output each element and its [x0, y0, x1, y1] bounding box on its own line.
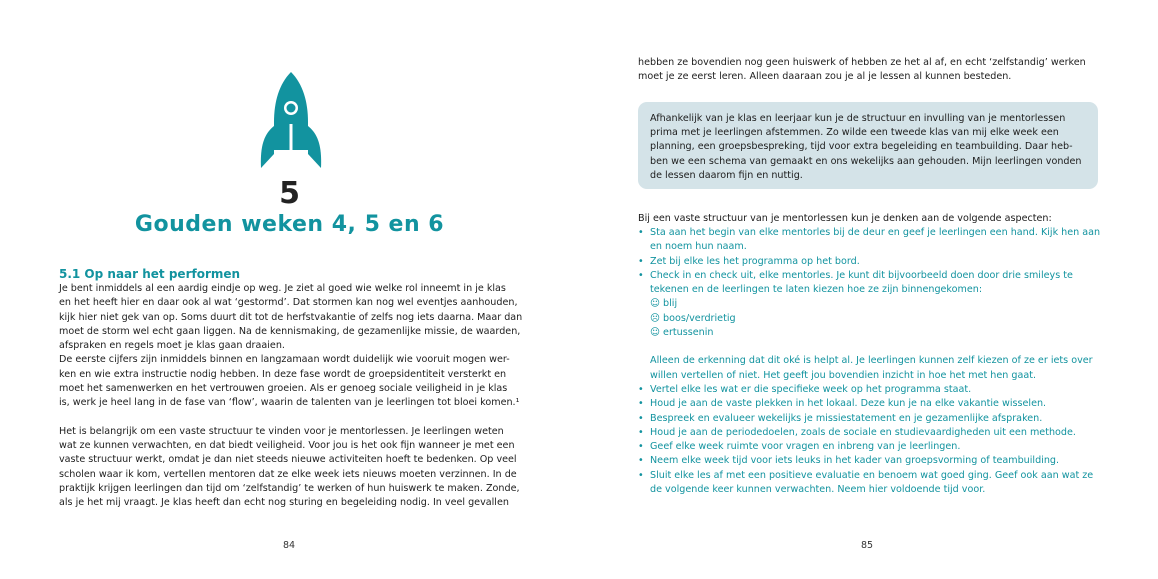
- left-body: [59, 282, 524, 510]
- list-item: • Zet bij elke les het programma op het bord.: [638, 255, 1108, 269]
- smiley-option: ☺ ertussenin: [650, 327, 714, 339]
- list-item: • Vertel elke les wat er die specifieke week op het programma staat.: [638, 383, 1108, 397]
- page-number: 85: [861, 540, 874, 551]
- bullet-icon: •: [638, 469, 644, 481]
- list-item: • Check in en check uit, elke mentorles. Je kunt dit bijvoorbeeld doen door drie smileys te tekenen en de leerlingen te laten kiezen hoe ze zijn binnengekomen:: [638, 269, 1073, 296]
- page-number: 84: [283, 540, 296, 551]
- bullet-icon: •: [638, 383, 644, 395]
- rocket-icon: [255, 70, 327, 172]
- bullet-icon: •: [638, 255, 644, 267]
- smiley-note: Alleen de erkenning dat dit oké is helpt al. Je leerlingen kunnen zelf kiezen of ze er iets over willen vertellen of niet. Het geeft jou bovendien inzicht in hoe het met hen gaat.: [650, 355, 1093, 381]
- bullet-icon: •: [638, 426, 644, 438]
- list-item: • Bespreek en evalueer wekelijks je missiestatement en je gezamenlijke afspraken.: [638, 412, 1108, 426]
- smiley-option: ☹ boos/verdrietig: [650, 312, 736, 324]
- aspects-list: [638, 226, 1108, 497]
- list-item: • Sta aan het begin van elke mentorles bij de deur en geef je leerlingen een hand. Kijk hen aan en noem hun naam.: [638, 227, 1101, 253]
- bullet-icon: •: [638, 441, 644, 453]
- bullet-icon: •: [638, 412, 644, 424]
- bullet-icon: •: [638, 455, 644, 467]
- list-item: • Sluit elke les af met een positieve evaluatie en benoem wat goed ging. Geef ook aan wat ze de volgende keer kunnen verwachten. Neem hier voldoende tijd voor.: [638, 469, 1094, 496]
- list-item: • Houd je aan de vaste plekken in het lokaal. Deze kun je na elke vakantie wisselen.: [638, 397, 1108, 411]
- list-item: • Houd je aan de periodedoelen, zoals de sociale en studievaardigheden uit een methode.: [638, 426, 1108, 440]
- section-title: 5.1 Op naar het performen: [59, 267, 241, 281]
- smiley-option: ☺ blij: [650, 298, 678, 310]
- paragraph: hebben ze bovendien nog geen huiswerk of hebben ze het al af, en echt ‘zelfstandig’ werken moet je ze eerst leren. Alleen daaraan zou je al je lessen al kunnen besteden.: [638, 57, 1086, 83]
- list-intro: Bij een vaste structuur van je mentorlessen kun je denken aan de volgende aspecten:: [638, 213, 1052, 224]
- list-item: • Geef elke week ruimte voor vragen en inbreng van je leerlingen.: [638, 440, 1108, 454]
- right-page: [579, 0, 1158, 579]
- paragraph: Het is belangrijk om een vaste structuur te vinden voor je mentorlessen. Je leerlingen weten wat ze kunnen verwachten, en dat biedt veiligheid. Voor jou is het ook fijn wanneer je met een vaste structuur werkt, omdat je dan niet steeds nieuwe activiteiten hoeft te bedenken. Op veel scholen waar ik kom, vertellen mentoren dat ze elke week iets nieuws moeten verzinnen. In de praktijk krijgen leerlingen dan tijd om ‘zelfstandig’ te werken of hun huiswerk te maken. Zonde, als je het mij vraagt. Je klas heeft dan echt nog sturing en begeleiding nodig. In veel gevallen: [59, 425, 520, 509]
- paragraph: Je bent inmiddels al een aardig eindje op weg. Je ziet al goed wie welke rol inneemt in je klas en het heeft hier en daar ook al wat ‘gestormd’. Dat stormen kan nog wel eventjes aanhouden, kijk hier niet gek van op. Soms duurt dit tot de herfstvakantie of zelfs nog iets daarna. Maar dan moet de storm wel echt gaan liggen. Na de kennismaking, de gezamenlijke missie, de waarden, afspraken en regels moet je klas gaan draaien.: [59, 283, 523, 352]
- chapter-title: Gouden weken 4, 5 en 6: [134, 212, 445, 237]
- highlight-box: Afhankelijk van je klas en leerjaar kun je de structuur en invulling van je mentorlessen prima met je leerlingen afstemmen. Zo wilde een tweede klas van mij elke week een planning, een groepsbespreking, tijd voor extra begeleiding en teambuilding. Daar heb- ben we een schema van gemaakt en ons wekelijks aan gehouden. Mijn leerlingen vonden de lessen daarom fijn en nuttig.: [638, 102, 1098, 189]
- bullet-icon: •: [638, 269, 644, 281]
- continuation-text: [638, 56, 1103, 85]
- list-item: • Neem elke week tijd voor iets leuks in het kader van groepsvorming of teambuilding.: [638, 454, 1108, 468]
- bullet-icon: •: [638, 398, 644, 410]
- bullet-icon: •: [638, 227, 644, 238]
- paragraph: De eerste cijfers zijn inmiddels binnen en langzamaan wordt duidelijk wie vooruit mogen wer- ken en wie extra instructie nodig hebben. In deze fase wordt de groepsidentiteit versterkt en moet het samenwerken en het vertrouwen groeien. Als er genoeg sociale veiligheid in je klas is, werk je heel lang in de fase van ‘flow’, waarin de talenten van je leerlingen tot bloei komen.¹: [59, 354, 520, 409]
- chapter-number: 5: [279, 176, 300, 211]
